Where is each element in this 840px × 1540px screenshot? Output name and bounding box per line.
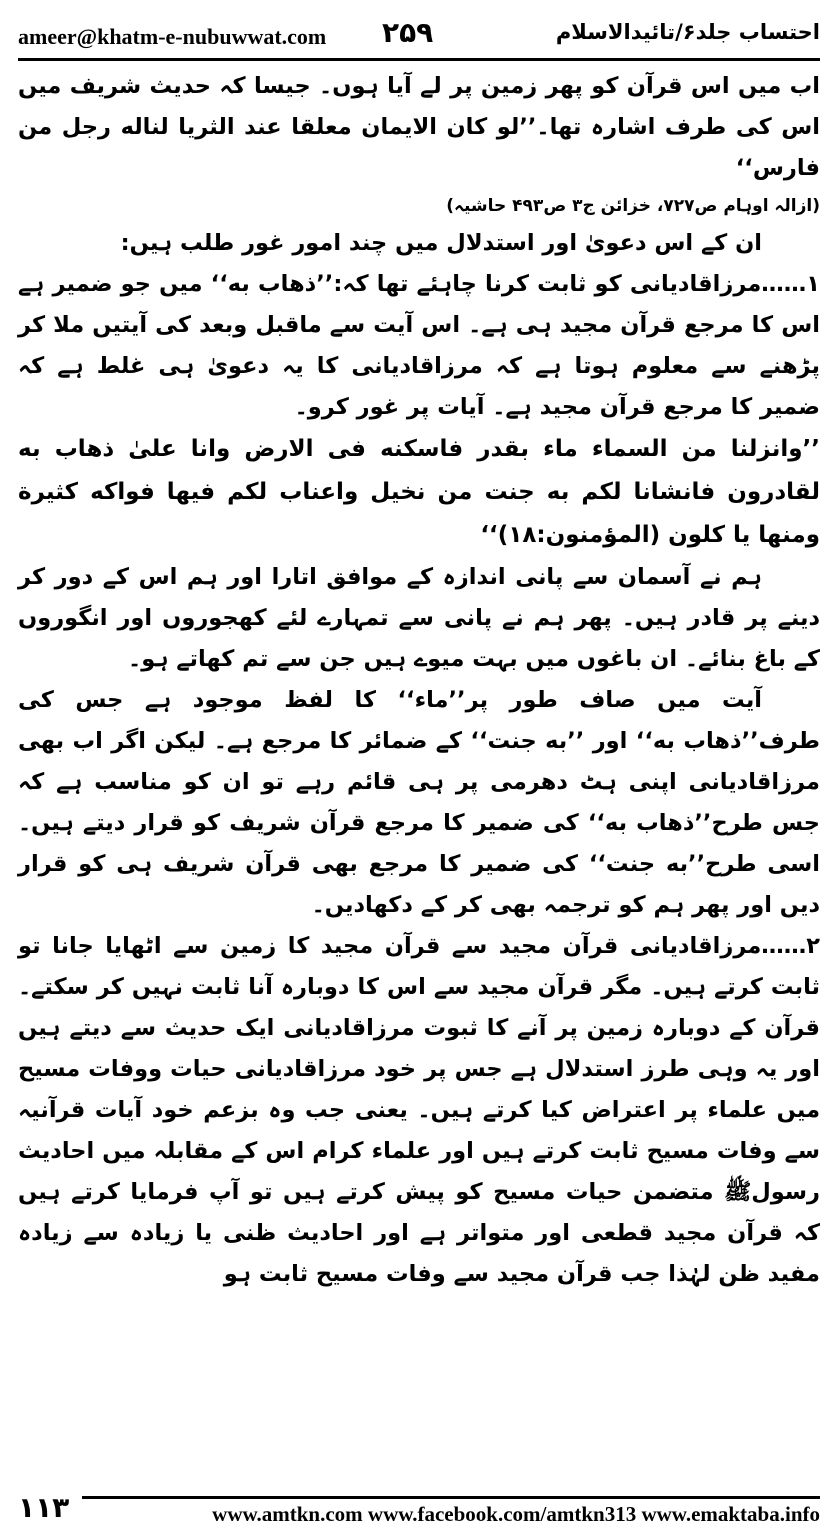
numbered-point-1	[18, 264, 820, 428]
point-1-number: ۱……	[761, 271, 820, 297]
page-header	[18, 14, 820, 61]
paragraph-analysis: آیت میں صاف طور پر’’ماء‘‘ کا لفظ موجود ہے جس کی طرف’’ذھاب به‘‘ اور ’’به جنت‘‘ کے ضمائر کا مرجع ہے۔ لیکن اگر اب بھی مرزاقادیانی اپنی ہٹ دھرمی پر ہی قائم رہے تو ان کو مناسب ہے کہ جس طرح’’ذھاب به‘‘ کی ضمیر کا مرجع قرآن شریف کو قرار دیتے ہیں۔ اسی طرح’’به جنت‘‘ کی ضمیر کا مرجع بھی قرآن شریف ہی کو قرار دیں اور پھر ہم کو ترجمہ بھی کر کے دکھادیں۔	[18, 687, 820, 918]
footer-website-links: www.amtkn.com www.facebook.com/amtkn313 www.emaktaba.info	[212, 1502, 820, 1526]
point-2-text: مرزاقادیانی قرآن مجید سے قرآن مجید کا زمین سے اٹھایا جانا تو ثابت کرتے ہیں۔ مگر قرآن مجید سے اس کا دوبارہ آنا ثابت نہیں کر سکتے۔ قرآن کے دوبارہ زمین پر آنے کا ثبوت مرزاقادیانی ایک حدیث سے دیتے ہیں اور یہ وہی طرز استدلال ہے جس پر خود مرزاقادیانی حیات ووفات مسیح میں علماء پر اعتراض کیا کرتے ہیں۔ یعنی جب وہ بزعم خود آیات قرآنیہ سے وفات مسیح ثابت کرتے ہیں اور علماء کرام اس کے مقابلہ میں احادیث رسولﷺ متضمن حیات مسیح کو پیش کرتے ہیں تو آپ فرمایا کرتے ہیں کہ قرآن مجید قطعی اور متواتر ہے اور احادیث ظنی یا زیادہ سے زیادہ مفید ظن لہٰذا جب قرآن مجید سے وفات مسیح ثابت ہو	[18, 933, 820, 1287]
header-email: ameer@khatm-e-nubuwwat.com	[18, 24, 327, 49]
quranic-verse: ’’وانزلنا من السماء ماء بقدر فاسكنه فى الارض وانا علىٰ ذهاب به لقادرون فانشانا لكم به جنت من نخيل واعناب لكم فيها فواكه كثيرة ومنها يا كلون (المؤمنون:۱۸)‘‘	[18, 436, 820, 548]
page-body	[18, 66, 820, 1295]
paragraph-opening: اب میں اس قرآن کو پھر زمین پر لے آیا ہوں۔ جیسا کہ حدیث شریف میں اس کی طرف اشارہ تھا۔’’لو کان الایمان معلقا عند الثریا لناله رجل من فارس‘‘	[18, 73, 820, 181]
verse-translation: ہم نے آسمان سے پانی اندازہ کے موافق اتارا اور ہم اس کے دور کر دینے پر قادر ہیں۔ پھر ہم نے پانی سے تمہارے لئے کھجوروں اور انگوروں کے باغ بنائے۔ ان باغوں میں بہت میوے ہیں جن سے تم کھاتے ہو۔	[18, 564, 820, 672]
paragraph-intro-points: ان کے اس دعویٰ اور استدلال میں چند امور غور طلب ہیں:	[120, 230, 762, 256]
reference-citation: (ازالہ اوہام ص۷۲۷، خزائن ج۳ ص۴۹۳ حاشیہ)	[446, 196, 820, 216]
footer-page-number: ۱۱۳	[18, 1491, 70, 1524]
point-2-number: ۲……	[761, 933, 820, 959]
point-1-text: مرزاقادیانی کو ثابت کرنا چاہئے تھا کہ:’’ذھاب به‘‘ میں جو ضمیر ہے اس کا مرجع قرآن مجید ہی ہے۔ اس آیت سے ماقبل وبعد کی آیتیں ملا کر پڑھنے سے معلوم ہوتا ہے کہ مرزاقادیانی کا یہ دعویٰ ہی غلط ہے کہ ضمیر کا مرجع قرآن مجید ہے۔ آیات پر غور کرو۔	[18, 271, 820, 420]
footer-rule	[82, 1496, 820, 1499]
header-page-number: ۲۵۹	[382, 16, 434, 49]
header-book-title: احتساب جلد۶/تائیدالاسلام	[555, 20, 820, 44]
numbered-point-2	[18, 926, 820, 1295]
page-footer	[18, 1488, 820, 1534]
